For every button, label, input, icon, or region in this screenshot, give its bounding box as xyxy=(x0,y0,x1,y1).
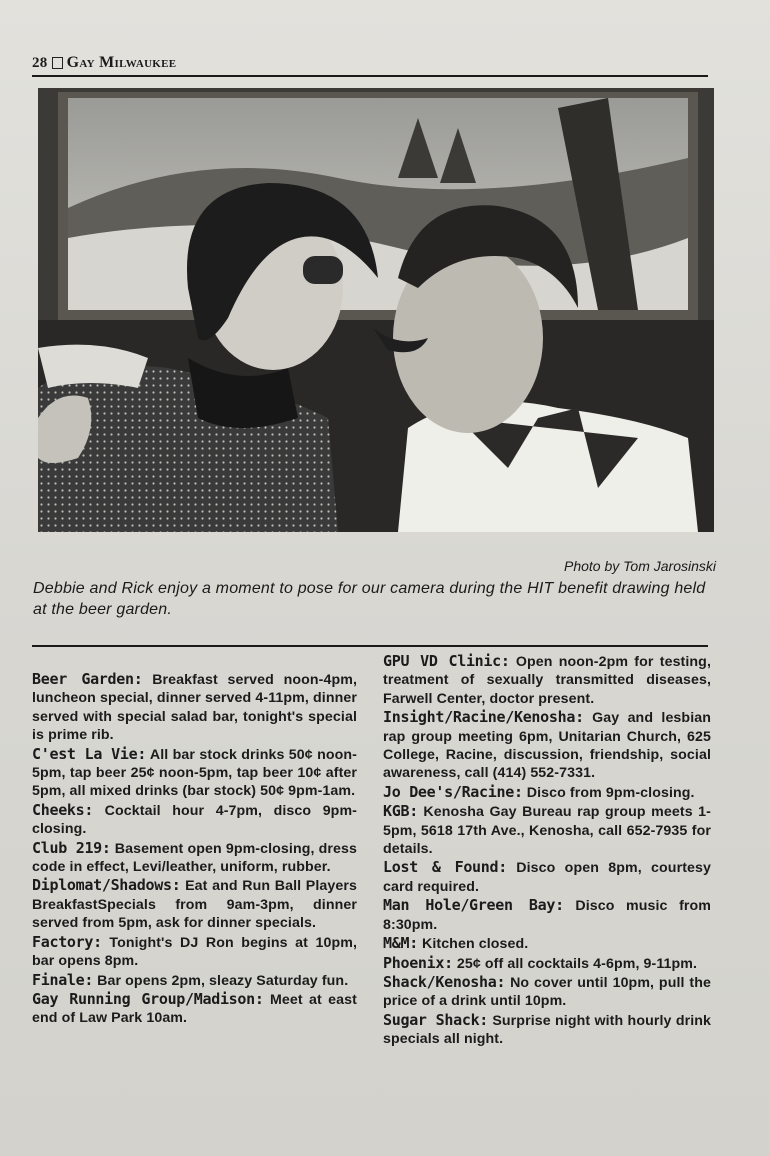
listing-name: Factory: xyxy=(32,932,102,951)
section-rule xyxy=(32,645,708,647)
listing-text: 25¢ off all cocktails 4-6pm, 9-11pm. xyxy=(452,955,698,972)
listing-name: Lost & Found: xyxy=(383,858,507,877)
listing-text: Kenosha Gay Bureau rap group meets 1-5pm, 5618 17th Ave., Kenosha, call 652-7935 for details. xyxy=(383,804,711,858)
listing-name: C'est La Vie: xyxy=(32,744,147,763)
listing-entry xyxy=(383,973,711,1011)
listing-text: Breakfast served noon-4pm, luncheon special, dinner served 4-11pm, dinner served with special salad bar, tonight's special is prime rib. xyxy=(32,672,357,744)
listing-name: Beer Garden: xyxy=(32,670,143,688)
photograph xyxy=(38,88,714,532)
listing-name: Insight/Racine/Kenosha: xyxy=(383,708,584,727)
listing-name: Man Hole/Green Bay: xyxy=(383,896,564,915)
listing-entry xyxy=(32,801,357,839)
listings-column-left xyxy=(32,670,357,1028)
listing-entry xyxy=(32,990,357,1028)
listing-text: Gay and lesbian rap group meeting 6pm, Unitarian Church, 625 College, Racine, discussion, friendship, social awareness, call (414) 552-7331. xyxy=(383,710,711,782)
listing-entry xyxy=(383,783,711,802)
listing-entry xyxy=(32,745,357,801)
couple-photo-illustration xyxy=(38,88,714,532)
listing-text: Surprise night with hourly drink specials all night. xyxy=(383,1012,712,1048)
listing-name: Jo Dee's/Racine: xyxy=(383,782,523,801)
listing-text: Tonight's DJ Ron begins at 10pm, bar opens 8pm. xyxy=(32,934,357,970)
listing-name: M&M: xyxy=(383,934,418,953)
listing-name: KGB: xyxy=(383,802,418,821)
publication-title: Gay Milwaukee xyxy=(66,54,177,71)
listing-entry xyxy=(383,858,711,896)
listing-text: Meet at east end of Law Park 10am. xyxy=(32,991,357,1027)
listing-text: Cocktail hour 4-7pm, disco 9pm-closing. xyxy=(32,802,357,838)
page-header xyxy=(32,54,176,72)
listing-text: Disco music from 8:30pm. xyxy=(383,898,711,933)
listing-text: Kitchen closed. xyxy=(417,936,529,953)
listing-entry xyxy=(383,802,711,858)
listing-name: Sugar Shack: xyxy=(383,1010,489,1029)
listing-text: All bar stock drinks 50¢ noon-5pm, tap beer 25¢ noon-5pm, tap beer 10¢ after 5pm, all mixed drinks (bar stock) 50¢ 9pm-1am. xyxy=(32,746,357,800)
listing-entry xyxy=(32,876,357,932)
listing-name: Cheeks: xyxy=(32,800,94,819)
listing-entry xyxy=(32,971,357,990)
listing-text: Basement open 9pm-closing, dress code in effect, Levi/leather, uniform, rubber. xyxy=(32,840,357,876)
listing-entry xyxy=(383,896,711,934)
listing-entry xyxy=(383,934,711,953)
listing-name: GPU VD Clinic: xyxy=(383,652,510,670)
listing-name: Diplomat/Shadows: xyxy=(32,876,181,895)
listing-name: Phoenix: xyxy=(383,953,453,972)
listing-name: Finale: xyxy=(32,970,94,989)
listing-text: Disco open 8pm, courtesy card required. xyxy=(383,860,711,895)
square-bullet-icon xyxy=(52,57,63,69)
listing-entry xyxy=(383,708,711,783)
listing-entry xyxy=(383,954,711,973)
listing-name: Club 219: xyxy=(32,838,111,857)
listing-entry xyxy=(32,839,357,877)
photo-caption: Debbie and Rick enjoy a moment to pose for our camera during the HIT benefit drawing held at the beer garden. xyxy=(33,580,706,618)
listing-text: Disco from 9pm-closing. xyxy=(522,784,695,801)
photo-credit: Photo by Tom Jarosinski xyxy=(564,558,716,574)
listing-entry xyxy=(383,652,711,708)
page-number: 28 xyxy=(32,54,48,71)
listings-column-right xyxy=(383,652,711,1049)
listing-text: Bar opens 2pm, sleazy Saturday fun. xyxy=(93,972,349,989)
listing-name: Shack/Kenosha: xyxy=(383,972,506,991)
listing-name: Gay Running Group/Madison: xyxy=(32,989,264,1008)
listing-entry xyxy=(32,933,357,971)
listing-entry xyxy=(383,1011,711,1049)
listing-text: No cover until 10pm, pull the price of a drink until 10pm. xyxy=(383,974,711,1010)
listing-text: Eat and Run Ball Players BreakfastSpecials from 9am-3pm, dinner served from 5pm, ask for dinner specials. xyxy=(32,878,357,932)
header-rule xyxy=(32,75,708,77)
listing-entry xyxy=(32,670,357,745)
listing-text: Open noon-2pm for testing, treatment of sexually transmitted diseases, Farwell Center, doctor present. xyxy=(383,654,711,707)
